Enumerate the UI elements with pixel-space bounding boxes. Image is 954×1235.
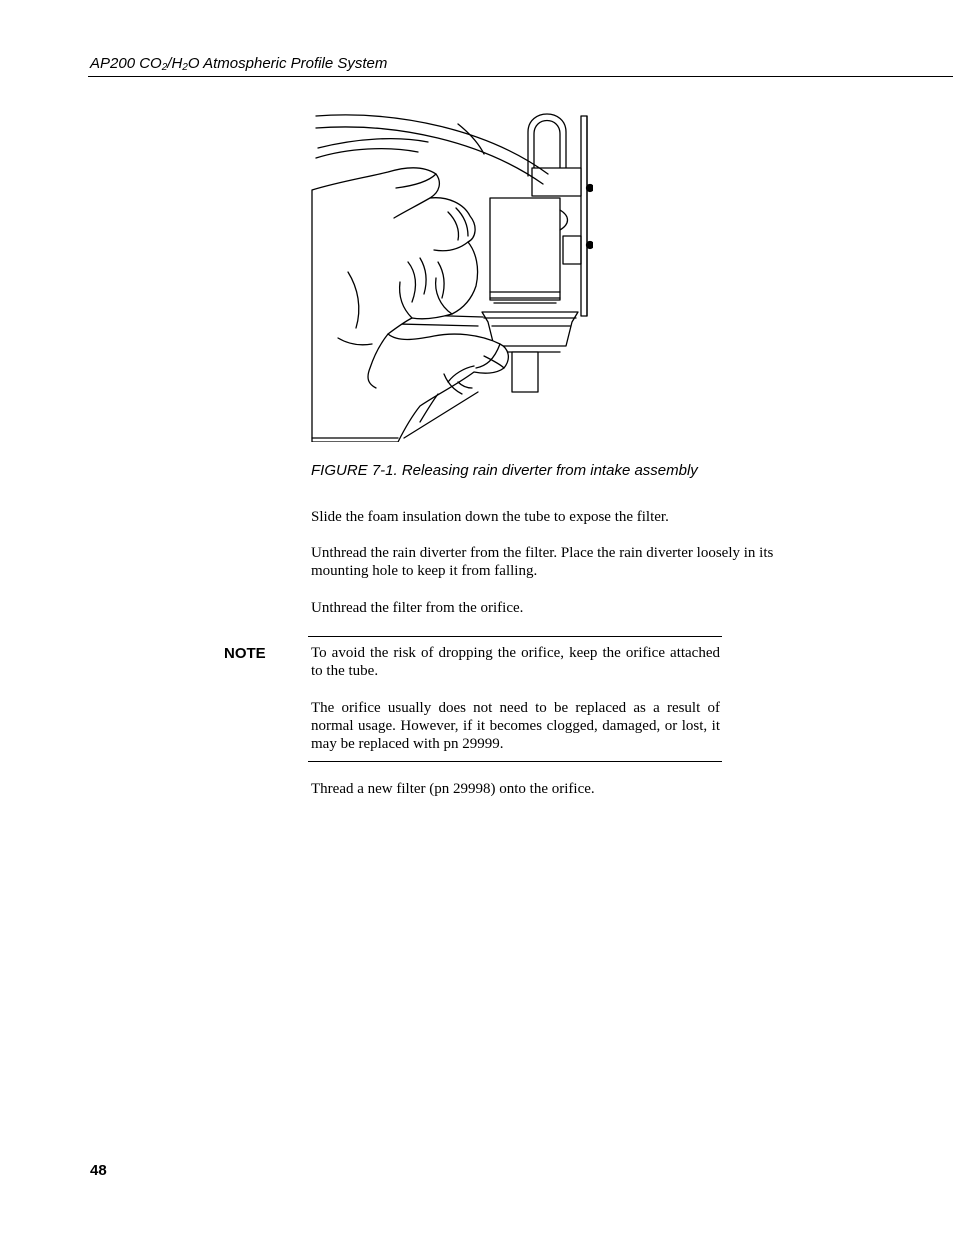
note-bottom-rule (308, 761, 722, 762)
note-paragraph-1: To avoid the risk of dropping the orifice, keep the orifice attached to the tube. (311, 645, 720, 679)
figure-illustration (308, 112, 593, 442)
figure-caption: FIGURE 7-1. Releasing rain diverter from intake assembly (311, 462, 698, 479)
header-rule (88, 76, 953, 77)
note-label: NOTE (224, 645, 266, 662)
note-paragraph-2: The orifice usually does not need to be replaced as a result of normal usage. However, if it becomes clogged, damaged, or lost, it may be replaced with pn 29999. (311, 700, 720, 752)
note-top-rule (308, 636, 722, 637)
page-number: 48 (90, 1162, 107, 1179)
step-paragraph-4: Thread a new filter (pn 29998) onto the orifice. (311, 781, 595, 797)
step-paragraph-3: Unthread the filter from the orifice. (311, 600, 524, 616)
running-header: AP200 $CO_2/H_2O$ Atmospheric Profile System (90, 55, 388, 73)
step-paragraph-2: Unthread the rain diverter from the filter. Place the rain diverter loosely in its mounting hole to keep it from falling. (311, 545, 774, 579)
step-paragraph-1: Slide the foam insulation down the tube to expose the filter. (311, 509, 669, 525)
